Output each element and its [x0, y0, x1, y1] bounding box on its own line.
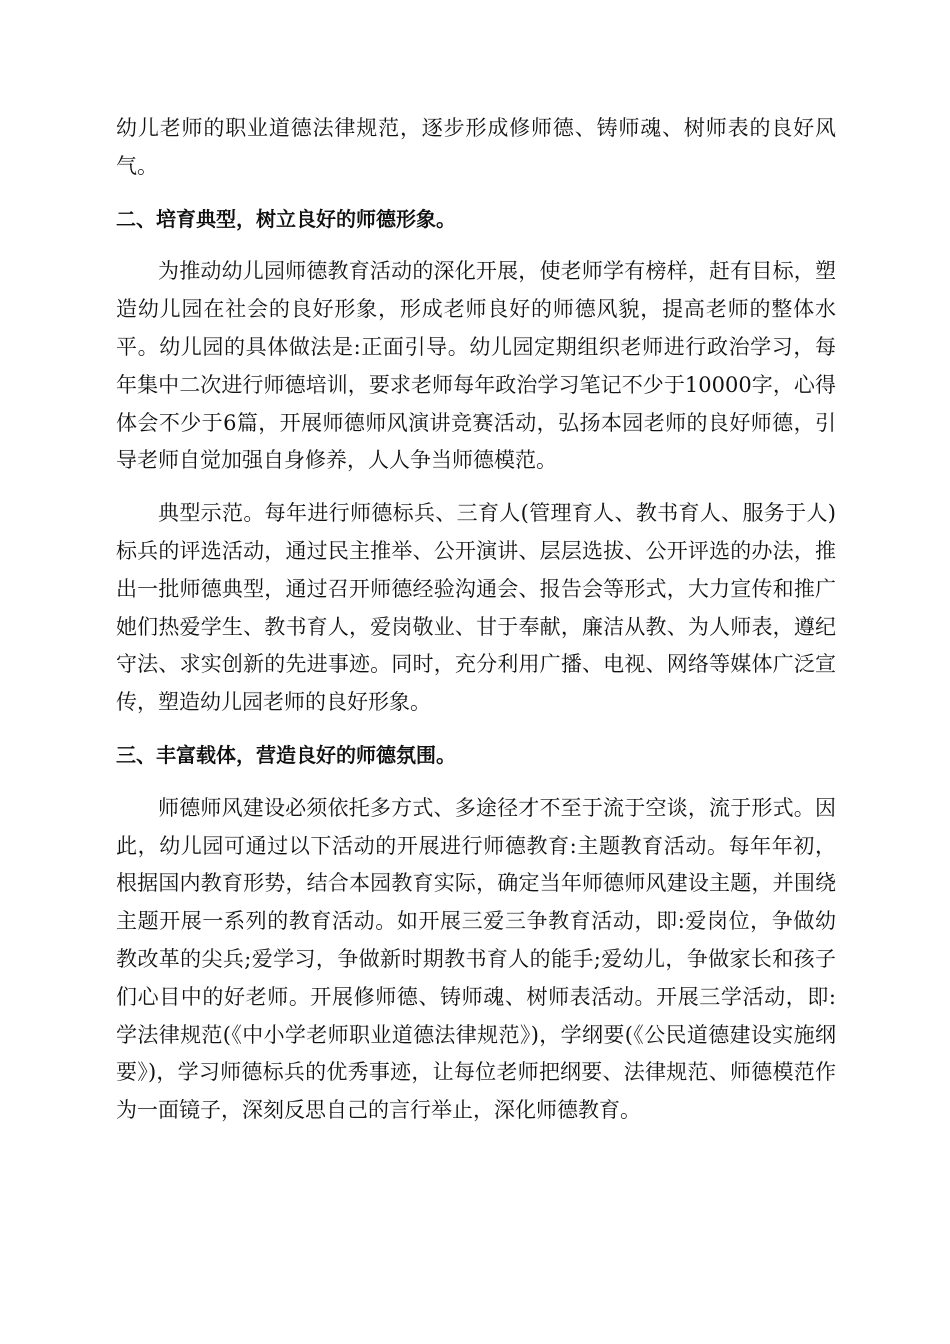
paragraph-model-example: 典型示范。每年进行师德标兵、三育人(管理育人、教书育人、服务于人)标兵的评选活动，通过民主推举、公开演讲、层层选拔、公开评选的办法，推出一批师德典型，通过召开师德经验沟通会、报告会等形式，大力宣传和推广她们热爱学生、教书育人，爱岗敬业、甘于奉献，廉洁从教、为人师表，遵纪守法、求实创新的先进事迹。同时，充分利用广播、电视、网络等媒体广泛宣传，塑造幼儿园老师的良好形象。: [116, 501, 836, 715]
document-page: [116, 110, 836, 1145]
paragraph-guidance: 为推动幼儿园师德教育活动的深化开展，使老师学有榜样，赶有目标，塑造幼儿园在社会的良好形象，形成老师良好的师德风貌，提高老师的整体水平。幼儿园的具体做法是:正面引导。幼儿园定期组织老师进行政治学习，每年集中二次进行师德培训，要求老师每年政治学习笔记不少于10000字，心得体会不少于6篇，开展师德师风演讲竞赛活动，弘扬本园老师的良好师德，引导老师自觉加强自身修养，人人争当师德模范。: [116, 259, 836, 473]
section-heading-3: 三、丰富载体，营造良好的师德氛围。: [116, 742, 456, 767]
section-heading-2: 二、培育典型，树立良好的师德形象。: [116, 206, 456, 231]
paragraph-activities: 师德师风建设必须依托多方式、多途径才不至于流于空谈，流于形式。因此，幼儿园可通过以下活动的开展进行师德教育:主题教育活动。每年年初，根据国内教育形势，结合本园教育实际，确定当年师德师风建设主题，并围绕主题开展一系列的教育活动。如开展三爱三争教育活动，即:爱岗位，争做幼教改革的尖兵;爱学习，争做新时期教书育人的能手;爱幼儿，争做家长和孩子们心目中的好老师。开展修师德、铸师魂、树师表活动。开展三学活动，即:学法律规范(《中小学老师职业道德法律规范》)，学纲要(《公民道德建设实施纲要》)，学习师德标兵的优秀事迹，让每位老师把纲要、法律规范、师德模范作为一面镜子，深刻反思自己的言行举止，深化师德教育。: [116, 795, 836, 1123]
paragraph-continuation: 幼儿老师的职业道德法律规范，逐步形成修师德、铸师魂、树师表的良好风气。: [116, 116, 836, 178]
